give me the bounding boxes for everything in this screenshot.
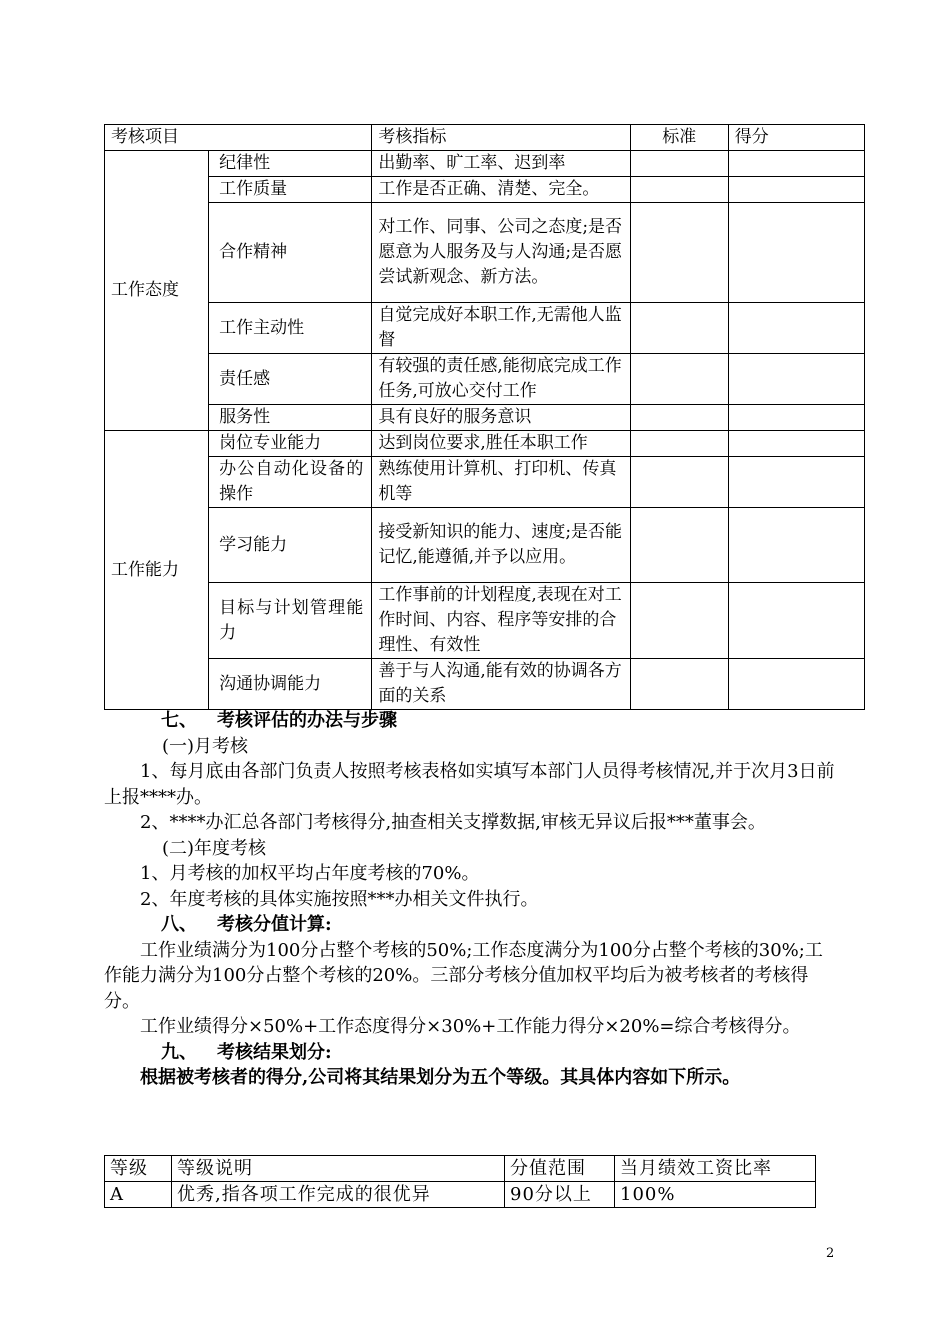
table-row xyxy=(105,354,865,405)
header-standard: 标准 xyxy=(630,125,728,151)
score-cell xyxy=(728,354,864,405)
grade-row xyxy=(105,1182,816,1208)
indicator-cell: 有较强的责任感,能彻底完成工作任务,可放心交付工作 xyxy=(372,354,630,405)
body-text xyxy=(104,708,839,1091)
table-row xyxy=(105,177,865,203)
indicator-cell: 达到岗位要求,胜任本职工作 xyxy=(372,431,630,457)
grade-cell: A xyxy=(105,1182,172,1208)
table-row xyxy=(105,583,865,659)
annual-item-2: 2、年度考核的具体实施按照***办相关文件执行。 xyxy=(140,888,539,910)
section-7-heading: 七、 考核评估的办法与步骤 xyxy=(161,710,397,731)
score-cell xyxy=(728,151,864,177)
monthly-item-2: 2、****办汇总各部门考核得分,抽查相关支撑数据,审核无异议后报***董事会。 xyxy=(140,812,766,833)
grade-header-rate: 当月绩效工资比率 xyxy=(615,1156,816,1182)
table-row xyxy=(105,659,865,710)
table-header-row xyxy=(105,125,865,151)
standard-cell xyxy=(630,203,728,303)
score-cell xyxy=(728,203,864,303)
standard-cell xyxy=(630,659,728,710)
table-row xyxy=(105,457,865,508)
standard-cell xyxy=(630,303,728,354)
indicator-cell: 熟练使用计算机、打印机、传真机等 xyxy=(372,457,630,508)
grade-header-grade: 等级 xyxy=(105,1156,172,1182)
formula-paragraph: 工作业绩得分×50%+工作态度得分×30%+工作能力得分×20%=综合考核得分。 xyxy=(140,1016,801,1037)
evaluation-table xyxy=(104,124,865,710)
standard-cell xyxy=(630,431,728,457)
section-9-heading: 九、 考核结果划分: xyxy=(161,1041,332,1063)
table-row xyxy=(105,405,865,431)
indicator-cell: 对工作、同事、公司之态度;是否愿意为人服务及与人沟通;是否愿尝试新观念、新方法。 xyxy=(372,203,630,303)
annual-item-1: 1、月考核的加权平均占年度考核的70%。 xyxy=(140,863,480,884)
grade-desc-cell: 优秀,指各项工作完成的很优异 xyxy=(172,1182,505,1208)
table-row xyxy=(105,508,865,583)
table-row xyxy=(105,151,865,177)
standard-cell xyxy=(630,354,728,405)
standard-cell xyxy=(630,508,728,583)
standard-cell xyxy=(630,405,728,431)
table-row xyxy=(105,303,865,354)
score-cell xyxy=(728,508,864,583)
standard-cell xyxy=(630,151,728,177)
standard-cell xyxy=(630,177,728,203)
score-cell xyxy=(728,177,864,203)
table-row xyxy=(105,203,865,303)
score-cell xyxy=(728,431,864,457)
section-8-heading: 八、 考核分值计算: xyxy=(161,914,332,935)
monthly-item-1: 1、每月底由各部门负责人按照考核表格如实填写本部门人员得考核情况,并于次月3日前上报****办。 xyxy=(104,761,835,808)
header-score: 得分 xyxy=(728,125,864,151)
header-indicator: 考核指标 xyxy=(372,125,630,151)
grade-header-desc: 等级说明 xyxy=(172,1156,505,1182)
grade-intro-paragraph: 根据被考核者的得分,公司将其结果划分为五个等级。其具体内容如下所示。 xyxy=(140,1067,741,1088)
grade-rate-cell: 100% xyxy=(615,1182,816,1208)
score-paragraph: 工作业绩满分为100分占整个考核的50%;工作态度满分为100分占整个考核的30%;工作能力满分为100分占整个考核的20%。三部分考核分值加权平均后为被考核者的考核得分。 xyxy=(104,939,823,1012)
sub-item-cell: 学习能力 xyxy=(209,508,372,583)
sub-item-cell: 办公自动化设备的操作 xyxy=(209,457,372,508)
score-cell xyxy=(728,303,864,354)
standard-cell xyxy=(630,583,728,659)
monthly-subheading: (一)月考核 xyxy=(162,735,249,757)
category-cell: 工作能力 xyxy=(105,431,209,710)
indicator-cell: 具有良好的服务意识 xyxy=(372,405,630,431)
annual-subheading: (二)年度考核 xyxy=(162,837,267,859)
standard-cell xyxy=(630,457,728,508)
sub-item-cell: 纪律性 xyxy=(209,151,372,177)
sub-item-cell: 工作质量 xyxy=(209,177,372,203)
indicator-cell: 自觉完成好本职工作,无需他人监督 xyxy=(372,303,630,354)
score-cell xyxy=(728,405,864,431)
sub-item-cell: 合作精神 xyxy=(209,203,372,303)
grade-table xyxy=(104,1155,816,1208)
sub-item-cell: 岗位专业能力 xyxy=(209,431,372,457)
grade-range-cell: 90分以上 xyxy=(505,1182,615,1208)
page-number: 2 xyxy=(826,1246,835,1261)
score-cell xyxy=(728,457,864,508)
score-cell xyxy=(728,659,864,710)
sub-item-cell: 目标与计划管理能力 xyxy=(209,583,372,659)
sub-item-cell: 责任感 xyxy=(209,354,372,405)
indicator-cell: 工作事前的计划程度,表现在对工作时间、内容、程序等安排的合理性、有效性 xyxy=(372,583,630,659)
header-item: 考核项目 xyxy=(105,125,372,151)
sub-item-cell: 沟通协调能力 xyxy=(209,659,372,710)
grade-header-range: 分值范围 xyxy=(505,1156,615,1182)
indicator-cell: 接受新知识的能力、速度;是否能记忆,能遵循,并予以应用。 xyxy=(372,508,630,583)
indicator-cell: 工作是否正确、清楚、完全。 xyxy=(372,177,630,203)
grade-header-row xyxy=(105,1156,816,1182)
category-cell: 工作态度 xyxy=(105,151,209,431)
indicator-cell: 出勤率、旷工率、迟到率 xyxy=(372,151,630,177)
sub-item-cell: 工作主动性 xyxy=(209,303,372,354)
table-row xyxy=(105,431,865,457)
indicator-cell: 善于与人沟通,能有效的协调各方面的关系 xyxy=(372,659,630,710)
score-cell xyxy=(728,583,864,659)
sub-item-cell: 服务性 xyxy=(209,405,372,431)
